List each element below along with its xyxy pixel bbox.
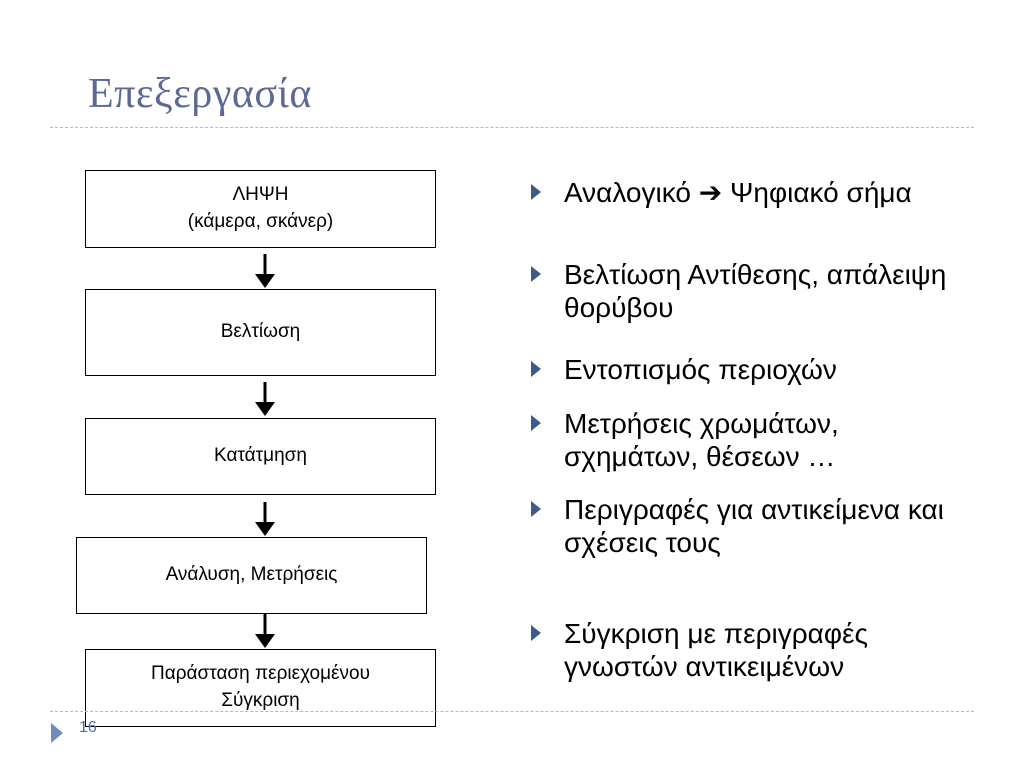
slide-title: Επεξεργασία (88, 71, 312, 117)
bullet-text: Εντοπισμός περιοχών (564, 354, 837, 385)
bullet-item (530, 617, 950, 683)
flow-arrow-down (253, 614, 277, 650)
flow-box-label: Κατάτμηση (214, 445, 307, 467)
triangle-bullet-icon (530, 360, 542, 378)
flow-box-segmentation (85, 418, 436, 495)
triangle-bullet-icon (530, 265, 542, 283)
flow-box-capture (85, 170, 436, 248)
flow-box-enhancement (85, 289, 436, 376)
triangle-bullet-icon (530, 500, 542, 518)
flow-box-label: Ανάλυση, Μετρήσεις (165, 564, 338, 586)
flow-arrow-down (253, 502, 277, 538)
bullet-text-after-arrow: Ψηφιακό σήμα (722, 177, 912, 208)
bullet-text: Μετρήσεις χρωμάτων, σχημάτων, θέσεων … (564, 408, 839, 473)
flow-box-label: Παράσταση περιεχομένου (150, 663, 370, 685)
bullet-text: Σύγκριση με περιγραφές γνωστών αντικειμένων (564, 618, 868, 683)
footer-divider (50, 711, 974, 712)
bullet-item (530, 407, 950, 473)
footer-triangle-icon (50, 722, 64, 744)
title-divider (50, 127, 974, 128)
flow-box-label: Βελτίωση (220, 321, 301, 343)
bullet-item (530, 258, 950, 324)
bullet-item (530, 493, 950, 559)
right-arrow-icon: ➔ (698, 177, 723, 208)
flow-arrow-down (253, 382, 277, 418)
triangle-bullet-icon (530, 414, 542, 432)
flow-box-analysis (76, 537, 427, 614)
flow-box-sublabel: (κάμερα, σκάνερ) (187, 211, 334, 232)
triangle-bullet-icon (530, 624, 542, 642)
flow-box-sublabel: Σύγκριση (221, 690, 300, 711)
bullet-item (530, 353, 950, 386)
bullet-item (530, 176, 950, 209)
bullet-text-before-arrow: Αναλογικό (564, 177, 699, 208)
triangle-bullet-icon (530, 183, 542, 201)
flow-arrow-down (253, 254, 277, 290)
flow-box-representation (85, 649, 436, 727)
bullet-text: Περιγραφές για αντικείμενα και σχέσεις τους (564, 494, 944, 559)
page-number: 16 (79, 719, 97, 736)
bullet-text: Βελτίωση Αντίθεσης, απάλειψη θορύβου (564, 259, 947, 324)
flow-box-label: ΛΗΨΗ (232, 184, 289, 206)
